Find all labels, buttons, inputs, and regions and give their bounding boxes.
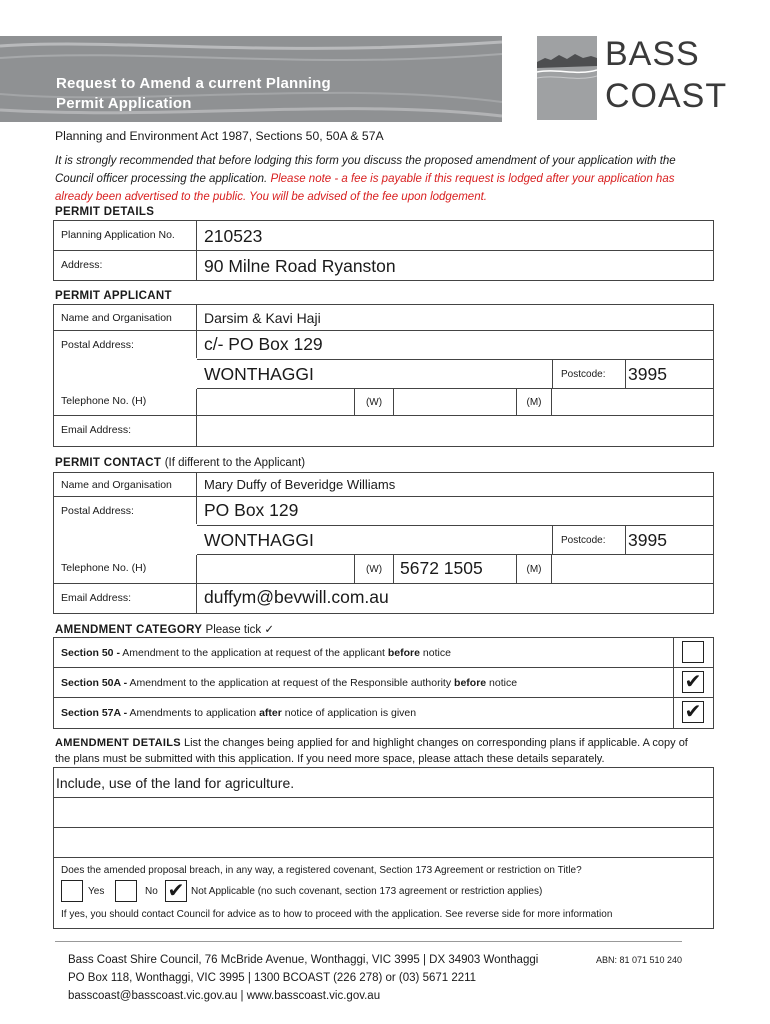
form-title-line1: Request to Amend a current Planning [56, 75, 331, 92]
header-banner [0, 36, 502, 122]
covenant-na-label: Not Applicable (no such covenant, section 173 agreement or restriction applies) [191, 886, 543, 897]
applicant-name-row [54, 305, 713, 331]
category-code: Section 50 - [61, 647, 120, 659]
applicant-postal-label: Postal Address: [54, 331, 197, 358]
applicant-tel-m-label: (M) [516, 389, 552, 415]
details-line-1[interactable]: Include, use of the land for agriculture. [54, 768, 713, 798]
contact-email-row [54, 584, 713, 613]
intro-paragraph [55, 152, 695, 206]
contact-name-label: Name and Organisation [54, 473, 197, 496]
permit-contact-table [53, 472, 714, 614]
category-row-section-50a [54, 668, 713, 698]
logo-text-coast: COAST [605, 77, 728, 115]
applicant-tel-w-label: (W) [354, 389, 394, 415]
category-text: Amendment to the application at request of the applicant [122, 647, 385, 659]
application-number-row [54, 221, 713, 251]
address-field[interactable]: 90 Milne Road Ryanston [204, 256, 396, 276]
applicant-postal-line1-field[interactable]: c/- PO Box 129 [204, 334, 323, 354]
details-line-3[interactable] [54, 828, 713, 858]
applicant-telephone-row [54, 389, 713, 416]
application-number-field[interactable]: 210523 [204, 226, 263, 246]
covenant-na-checkbox[interactable]: ✔ [165, 880, 187, 902]
contact-tel-w-label: (W) [354, 555, 394, 583]
contact-postal-row-2 [197, 525, 713, 555]
applicant-email-label: Email Address: [54, 416, 197, 446]
permit-contact-note: (If different to the Applicant) [164, 457, 306, 469]
contact-email-label: Email Address: [54, 584, 197, 613]
address-label: Address: [54, 251, 197, 280]
footer-address-line: Bass Coast Shire Council, 76 McBride Avenue, Wonthaggi, VIC 3995 | DX 34903 Wonthaggi [68, 954, 539, 966]
covenant-no-checkbox[interactable] [115, 880, 137, 902]
section-50-checkbox[interactable] [682, 641, 704, 663]
covenant-question-block [54, 858, 713, 928]
intro-text: It is strongly recommended that before lodging this form you discuss the proposed amendment of your application with the Council officer processing the application. [55, 155, 676, 185]
category-emphasis: after [259, 707, 282, 719]
act-reference: Planning and Environment Act 1987, Sections 50, 50A & 57A [55, 129, 384, 143]
amendment-details-description: List the changes being applied for and highlight changes on corresponding plans if applicable. A copy of the plans must be submitted with this application. If you need more space, please attach these details separately. [55, 737, 688, 765]
contact-name-field[interactable]: Mary Duffy of Beveridge Williams [204, 477, 396, 492]
category-checkbox-cell [673, 698, 713, 728]
category-code: Section 50A - [61, 677, 128, 689]
applicant-postal-row-2 [197, 359, 713, 389]
contact-email-field[interactable]: duffym@bevwill.com.au [204, 587, 389, 607]
amendment-details-table [53, 767, 714, 929]
covenant-yes-label: Yes [88, 886, 105, 897]
contact-postal-label: Postal Address: [54, 497, 197, 524]
category-row-section-57a [54, 698, 713, 728]
application-number-label: Planning Application No. [54, 221, 197, 250]
form-title [56, 74, 331, 114]
amendment-category-note: Please tick ✓ [205, 624, 274, 636]
covenant-yes-checkbox[interactable] [61, 880, 83, 902]
contact-telephone-label: Telephone No. (H) [54, 555, 197, 583]
applicant-email-row [54, 416, 713, 446]
footer-divider [55, 941, 682, 942]
contact-postal-row-1 [54, 497, 713, 525]
covenant-question: Does the amended proposal breach, in any way, a registered covenant, Section 173 Agreement or restriction on Title? [61, 865, 582, 876]
footer-web-line: basscoast@basscoast.vic.gov.au | www.basscoast.vic.gov.au [68, 990, 381, 1002]
amendment-details-heading [55, 735, 695, 767]
category-text-end: notice [489, 677, 518, 689]
footer-abn: ABN: 81 071 510 240 [596, 955, 683, 965]
covenant-no-label: No [145, 886, 158, 897]
category-checkbox-cell [673, 668, 713, 697]
permit-details-table [53, 220, 714, 281]
contact-tel-w-field[interactable]: 5672 1505 [400, 558, 483, 578]
section-50a-checkbox[interactable]: ✔ [682, 671, 704, 693]
amendment-category-table [53, 637, 714, 729]
address-row [54, 251, 713, 280]
category-code: Section 57A - [61, 707, 128, 719]
applicant-postcode-field[interactable]: 3995 [628, 364, 667, 384]
logo-text-bass: BASS [605, 35, 700, 73]
permit-contact-title: PERMIT CONTACT [55, 457, 162, 469]
contact-name-row [54, 473, 713, 497]
contact-postal-line1-field[interactable]: PO Box 129 [204, 500, 299, 520]
contact-postcode-label: Postcode: [552, 526, 626, 554]
contact-postal-line2-field[interactable]: WONTHAGGI [204, 530, 314, 550]
applicant-name-label: Name and Organisation [54, 305, 197, 330]
category-text-end: notice of application is given [284, 707, 417, 719]
category-checkbox-cell [673, 638, 713, 667]
amendment-category-title: AMENDMENT CATEGORY [55, 624, 203, 636]
category-text-end: notice [422, 647, 451, 659]
fee-warning: Please note - a fee is payable if this request is lodged after your application has already been advertised to the public. You will be advised of the fee upon lodgement. [55, 173, 675, 203]
category-emphasis: before [387, 647, 420, 659]
covenant-note: If yes, you should contact Council for advice as to how to proceed with the application. See reverse side for more information [61, 909, 613, 920]
amendment-category-heading [55, 622, 274, 636]
category-text: Amendment to the application at request of the Responsible authority [129, 677, 452, 689]
form-title-line2: Permit Application [56, 95, 192, 112]
logo-emblem [537, 36, 597, 120]
section-57a-checkbox[interactable]: ✔ [682, 701, 704, 723]
contact-tel-m-label: (M) [516, 555, 552, 583]
applicant-postal-row-1 [54, 331, 713, 359]
applicant-postcode-label: Postcode: [552, 360, 626, 388]
applicant-telephone-label: Telephone No. (H) [54, 389, 197, 415]
logo-landscape-icon [537, 36, 597, 120]
permit-applicant-table [53, 304, 714, 447]
bass-coast-logo [537, 35, 728, 122]
permit-contact-heading [55, 457, 305, 469]
applicant-name-field[interactable]: Darsim & Kavi Haji [204, 310, 321, 326]
amendment-details-title: AMENDMENT DETAILS [55, 737, 181, 749]
applicant-postal-line2-field[interactable]: WONTHAGGI [204, 364, 314, 384]
category-row-section-50 [54, 638, 713, 668]
contact-telephone-row [54, 555, 713, 584]
permit-details-heading: PERMIT DETAILS [55, 206, 155, 218]
contact-postcode-field[interactable]: 3995 [628, 530, 667, 550]
category-text: Amendments to application [129, 707, 257, 719]
footer-contact-line: PO Box 118, Wonthaggi, VIC 3995 | 1300 BCOAST (226 278) or (03) 5671 2211 [68, 972, 477, 984]
category-emphasis: before [454, 677, 487, 689]
details-line-2[interactable] [54, 798, 713, 828]
permit-applicant-heading: PERMIT APPLICANT [55, 290, 172, 302]
